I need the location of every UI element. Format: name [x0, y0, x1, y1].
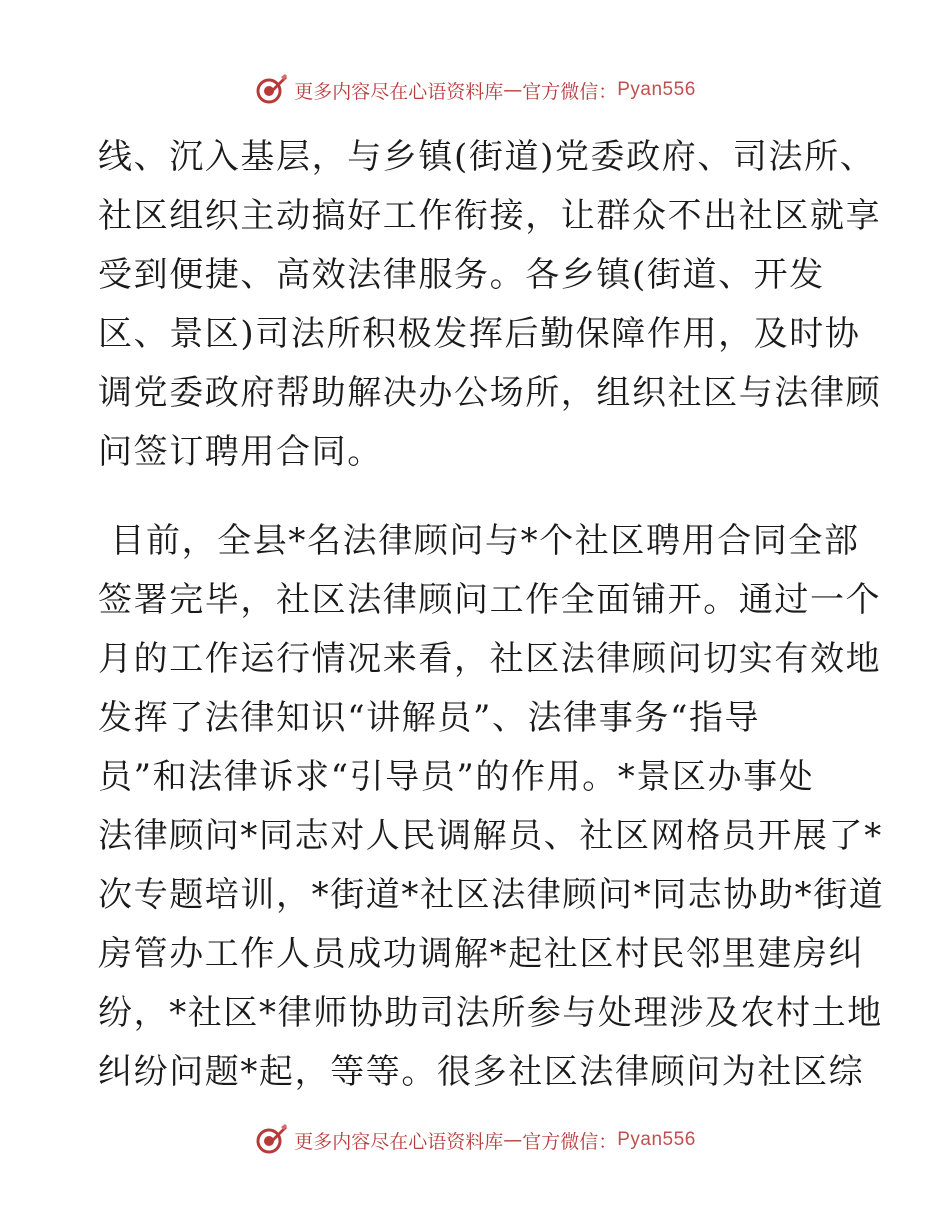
- text-line: 次专题培训，*街道*社区法律顾问*同志协助*街道: [98, 875, 885, 915]
- wechat-id: Pyan556: [617, 1129, 696, 1150]
- text-line: 纠纷问题*起，等等。很多社区法律顾问为社区综: [98, 1052, 865, 1092]
- wechat-id: Pyan556: [617, 79, 696, 100]
- text-line: 月的工作运行情况来看，社区法律顾问切实有效地: [98, 639, 882, 679]
- quill-logo-icon: [254, 73, 288, 107]
- document-body: [98, 137, 885, 1114]
- text-line: 问签订聘用合同。: [98, 432, 383, 472]
- footer-banner: [0, 1120, 950, 1160]
- text-line: 法律顾问*同志对人民调解员、社区网格员开展了*: [98, 816, 883, 856]
- text-line: 区、景区)司法所积极发挥后勤保障作用，及时协: [98, 314, 861, 354]
- banner-text: 更多内容尽在心语资料库: [294, 1130, 504, 1153]
- text-line: 发挥了法律知识“讲解员”、法律事务“指导: [98, 698, 761, 738]
- text-line: 签署完毕，社区法律顾问工作全面铺开。通过一个: [98, 580, 882, 620]
- banner-text: 更多内容尽在心语资料库: [294, 80, 504, 103]
- paragraph-gap: [98, 494, 858, 524]
- quill-logo-icon: [254, 1123, 288, 1157]
- text-line: 社区组织主动搞好工作衔接，让群众不出社区就享: [98, 196, 882, 236]
- paragraph-1: [98, 137, 882, 472]
- wechat-label: 官方微信：: [522, 80, 618, 103]
- text-line: 房管办工作人员成功调解*起社区村民邻里建房纠: [98, 934, 865, 974]
- text-line: 调党委政府帮助解决办公场所，组织社区与法律顾: [98, 373, 882, 413]
- banner-separator: —: [503, 1129, 523, 1151]
- banner-separator: —: [503, 79, 523, 101]
- paragraph-2: [98, 521, 885, 1092]
- text-line: 员”和法律诉求“引导员”的作用。*景区办事处: [98, 757, 815, 797]
- text-line: 受到便捷、高效法律服务。各乡镇(街道、开发: [98, 255, 825, 295]
- text-line: 线、沉入基层，与乡镇(街道)党委政府、司法所、: [98, 137, 876, 177]
- text-line: 目前，全县*名法律顾问与*个社区聘用合同全部: [98, 521, 860, 561]
- header-banner: [0, 70, 950, 110]
- text-line: 纷，*社区*律师协助司法所参与处理涉及农村土地: [98, 993, 883, 1033]
- wechat-label: 官方微信：: [522, 1130, 618, 1153]
